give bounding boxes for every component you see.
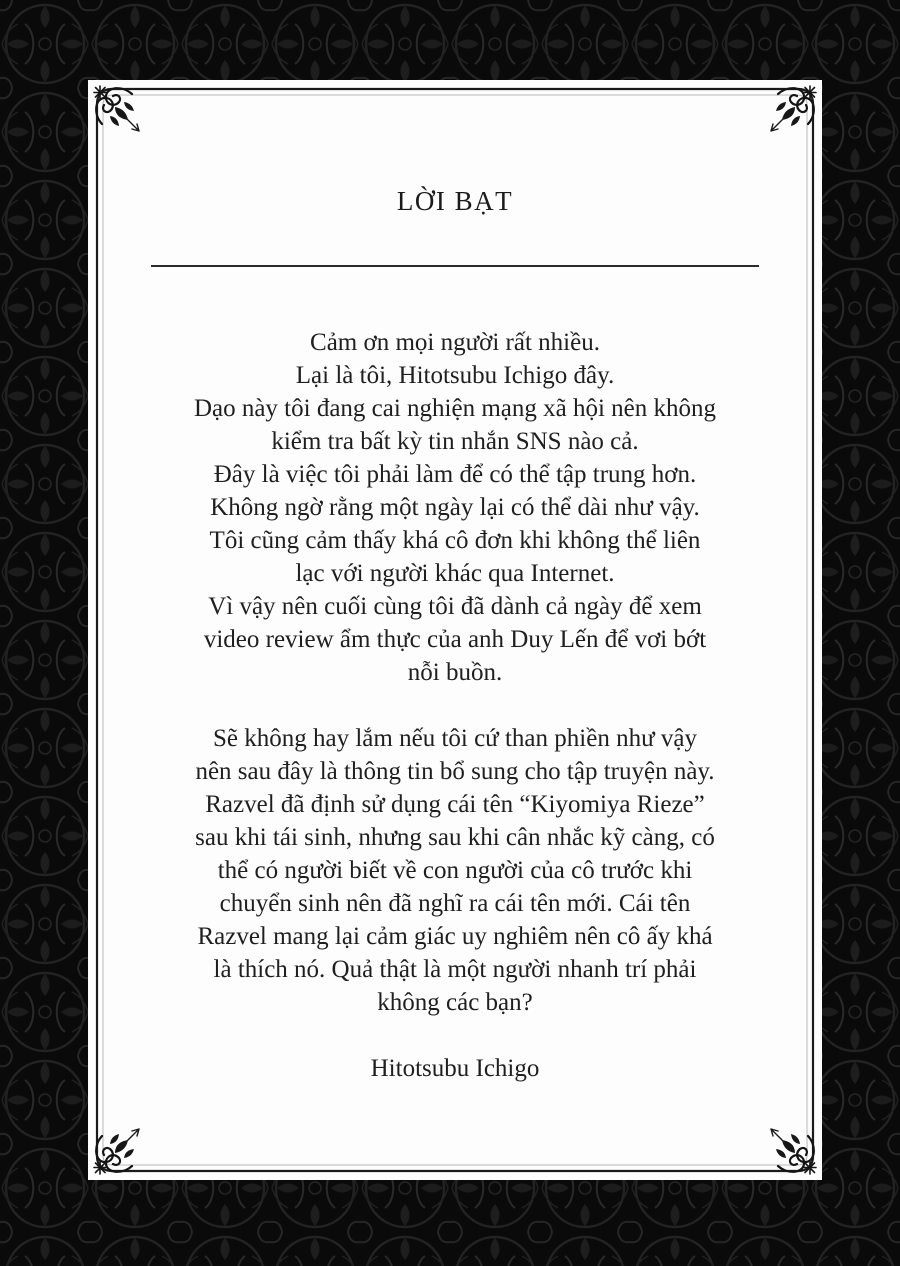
corner-flourish-icon-top-right (771, 86, 816, 131)
text-line: lạc với người khác qua Internet. (295, 560, 615, 587)
signature: Hitotsubu Ichigo (370, 1055, 540, 1082)
title-divider (151, 265, 759, 267)
text-line: Đây là việc tôi phải làm để có thể tập trung hơn. (213, 461, 697, 488)
text-line: Sẽ không hay lắm nếu tôi cứ than phiền như vậy (213, 725, 697, 752)
text-line: Razvel mang lại cảm giác uy nghiêm nên cô ấy khá (197, 923, 713, 950)
afterword-page (88, 80, 822, 1180)
text-line: Tôi cũng cảm thấy khá cô đơn khi không thể liên (209, 527, 701, 554)
text-line: không các bạn? (377, 989, 533, 1016)
text-line: thể có người biết về con người của cô trước khi (217, 857, 693, 884)
text-line: nỗi buồn. (407, 659, 503, 686)
text-line: Không ngờ rằng một ngày lại có thể dài như vậy. (210, 494, 700, 521)
text-line: Dạo này tôi đang cai nghiện mạng xã hội nên không (193, 395, 717, 422)
text-line: Lại là tôi, Hitotsubu Ichigo đây. (295, 362, 615, 389)
text-line: nên sau đây là thông tin bổ sung cho tập truyện này. (195, 758, 715, 785)
text-line: kiểm tra bất kỳ tin nhắn SNS nào cả. (271, 428, 639, 455)
body-text (115, 326, 795, 1085)
text-line: Vì vậy nên cuối cùng tôi đã dành cả ngày để xem (208, 593, 702, 620)
text-line: Cảm ơn mọi người rất nhiều. (310, 329, 600, 356)
corner-flourish-icon-bottom-left (94, 1129, 139, 1174)
paragraph (115, 326, 795, 689)
corner-flourish-icon-top-left (94, 86, 139, 131)
text-line: chuyển sinh nên đã nghĩ ra cái tên mới. Cái tên (219, 890, 691, 917)
page-title: LỜI BẠT (396, 186, 514, 216)
text-line: Razvel đã định sử dụng cái tên “Kiyomiya Rieze” (205, 791, 705, 818)
text-line: sau khi tái sinh, nhưng sau khi cân nhắc kỹ càng, có (195, 824, 715, 851)
paragraph (115, 722, 795, 1019)
text-line: video review ẩm thực của anh Duy Lến để vơi bớt (203, 626, 707, 653)
corner-flourish-icon-bottom-right (771, 1129, 816, 1174)
text-line: là thích nó. Quả thật là một người nhanh trí phải (213, 956, 697, 983)
